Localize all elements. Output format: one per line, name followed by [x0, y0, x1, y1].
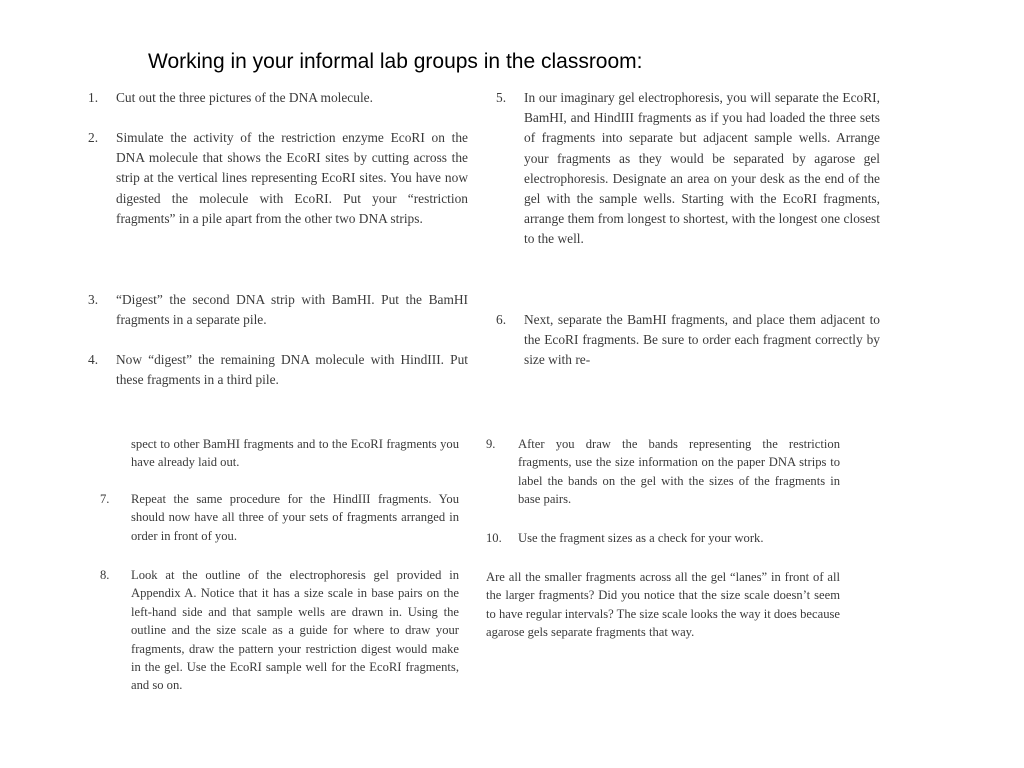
step-6-continuation: spect to other BamHI fragments and to the EcoRI fragments you have already laid out. — [131, 437, 459, 470]
step-text: Cut out the three pictures of the DNA molecule. — [116, 90, 373, 105]
step-number: 5. — [496, 90, 507, 105]
step-number: 9. — [486, 437, 496, 451]
step-text: After you draw the bands representing the restriction fragments, use the size information on the paper DNA strips to label the bands on the gel with the sizes of the fragments in base pairs. — [518, 437, 840, 507]
step-number: 2. — [88, 130, 99, 145]
step-1 — [88, 88, 468, 110]
step-number: 10. — [486, 531, 502, 545]
step-text: Simulate the activity of the restriction enzyme EcoRI on the DNA molecule that shows the EcoRI sites by cutting across the strip at the vertical lines representing EcoRI sites. You have now digested the molecule with EcoRI. Put your “restriction fragments” in a pile apart from the other two DNA strips. — [116, 130, 468, 226]
step-number: 1. — [88, 90, 99, 105]
step-text: Use the fragment sizes as a check for your work. — [518, 531, 764, 545]
step-10 — [486, 529, 842, 549]
step-text: Now “digest” the remaining DNA molecule with HindIII. Put these fragments in a third pile. — [116, 352, 468, 388]
step-number: 4. — [88, 352, 99, 367]
step-text: Next, separate the BamHI fragments, and place them adjacent to the EcoRI fragments. Be sure to order each fragment correctly by size with re- — [524, 312, 880, 368]
step-text: “Digest” the second DNA strip with BamHI. Put the BamHI fragments in a separate pile. — [116, 292, 468, 328]
step-7 — [100, 490, 460, 548]
step-6 — [496, 310, 880, 374]
step-number: 3. — [88, 292, 99, 307]
step-number: 8. — [100, 568, 110, 582]
step-text: In our imaginary gel electrophoresis, you will separate the EcoRI, BamHI, and HindIII fragments as if you had loaded the three sets of fragments into separate but adjacent sample wells. Arrange your fragments as they would be separated by agarose gel electrophoresis. Designate an area on your desk as the end of the gel with the sample wells. Starting with the EcoRI fragments, arrange them from longest to shortest, with the longest one closest to the well. — [524, 90, 880, 247]
step-2 — [88, 128, 468, 272]
step-text: Repeat the same procedure for the HindIII fragments. You should now have all three of your sets of fragments arranged in order in front of you. — [131, 492, 459, 543]
step-5 — [496, 88, 880, 294]
closing-paragraph: Are all the smaller fragments across all the gel “lanes” in front of all the larger fragments? Did you notice that the size scale doesn’t seem to have regular intervals? The size scale looks the way it does because agarose gels separate fragments that way. — [486, 570, 840, 640]
step-text: Look at the outline of the electrophoresis gel provided in Appendix A. Notice that it has a size scale in base pairs on the left-hand side and that sample wells are drawn in. Using the outline and the size scale as a guide for where to draw your fragments, draw the pattern your restriction digest would make in the gel. Use the EcoRI sample well for the EcoRI fragments, and so on. — [131, 568, 459, 693]
step-number: 7. — [100, 492, 110, 506]
step-3 — [88, 290, 468, 334]
slide-title: Working in your informal lab groups in the classroom: — [148, 50, 643, 73]
step-4 — [88, 350, 468, 388]
step-number: 6. — [496, 312, 507, 327]
step-8 — [100, 566, 460, 718]
step-9 — [486, 435, 842, 511]
